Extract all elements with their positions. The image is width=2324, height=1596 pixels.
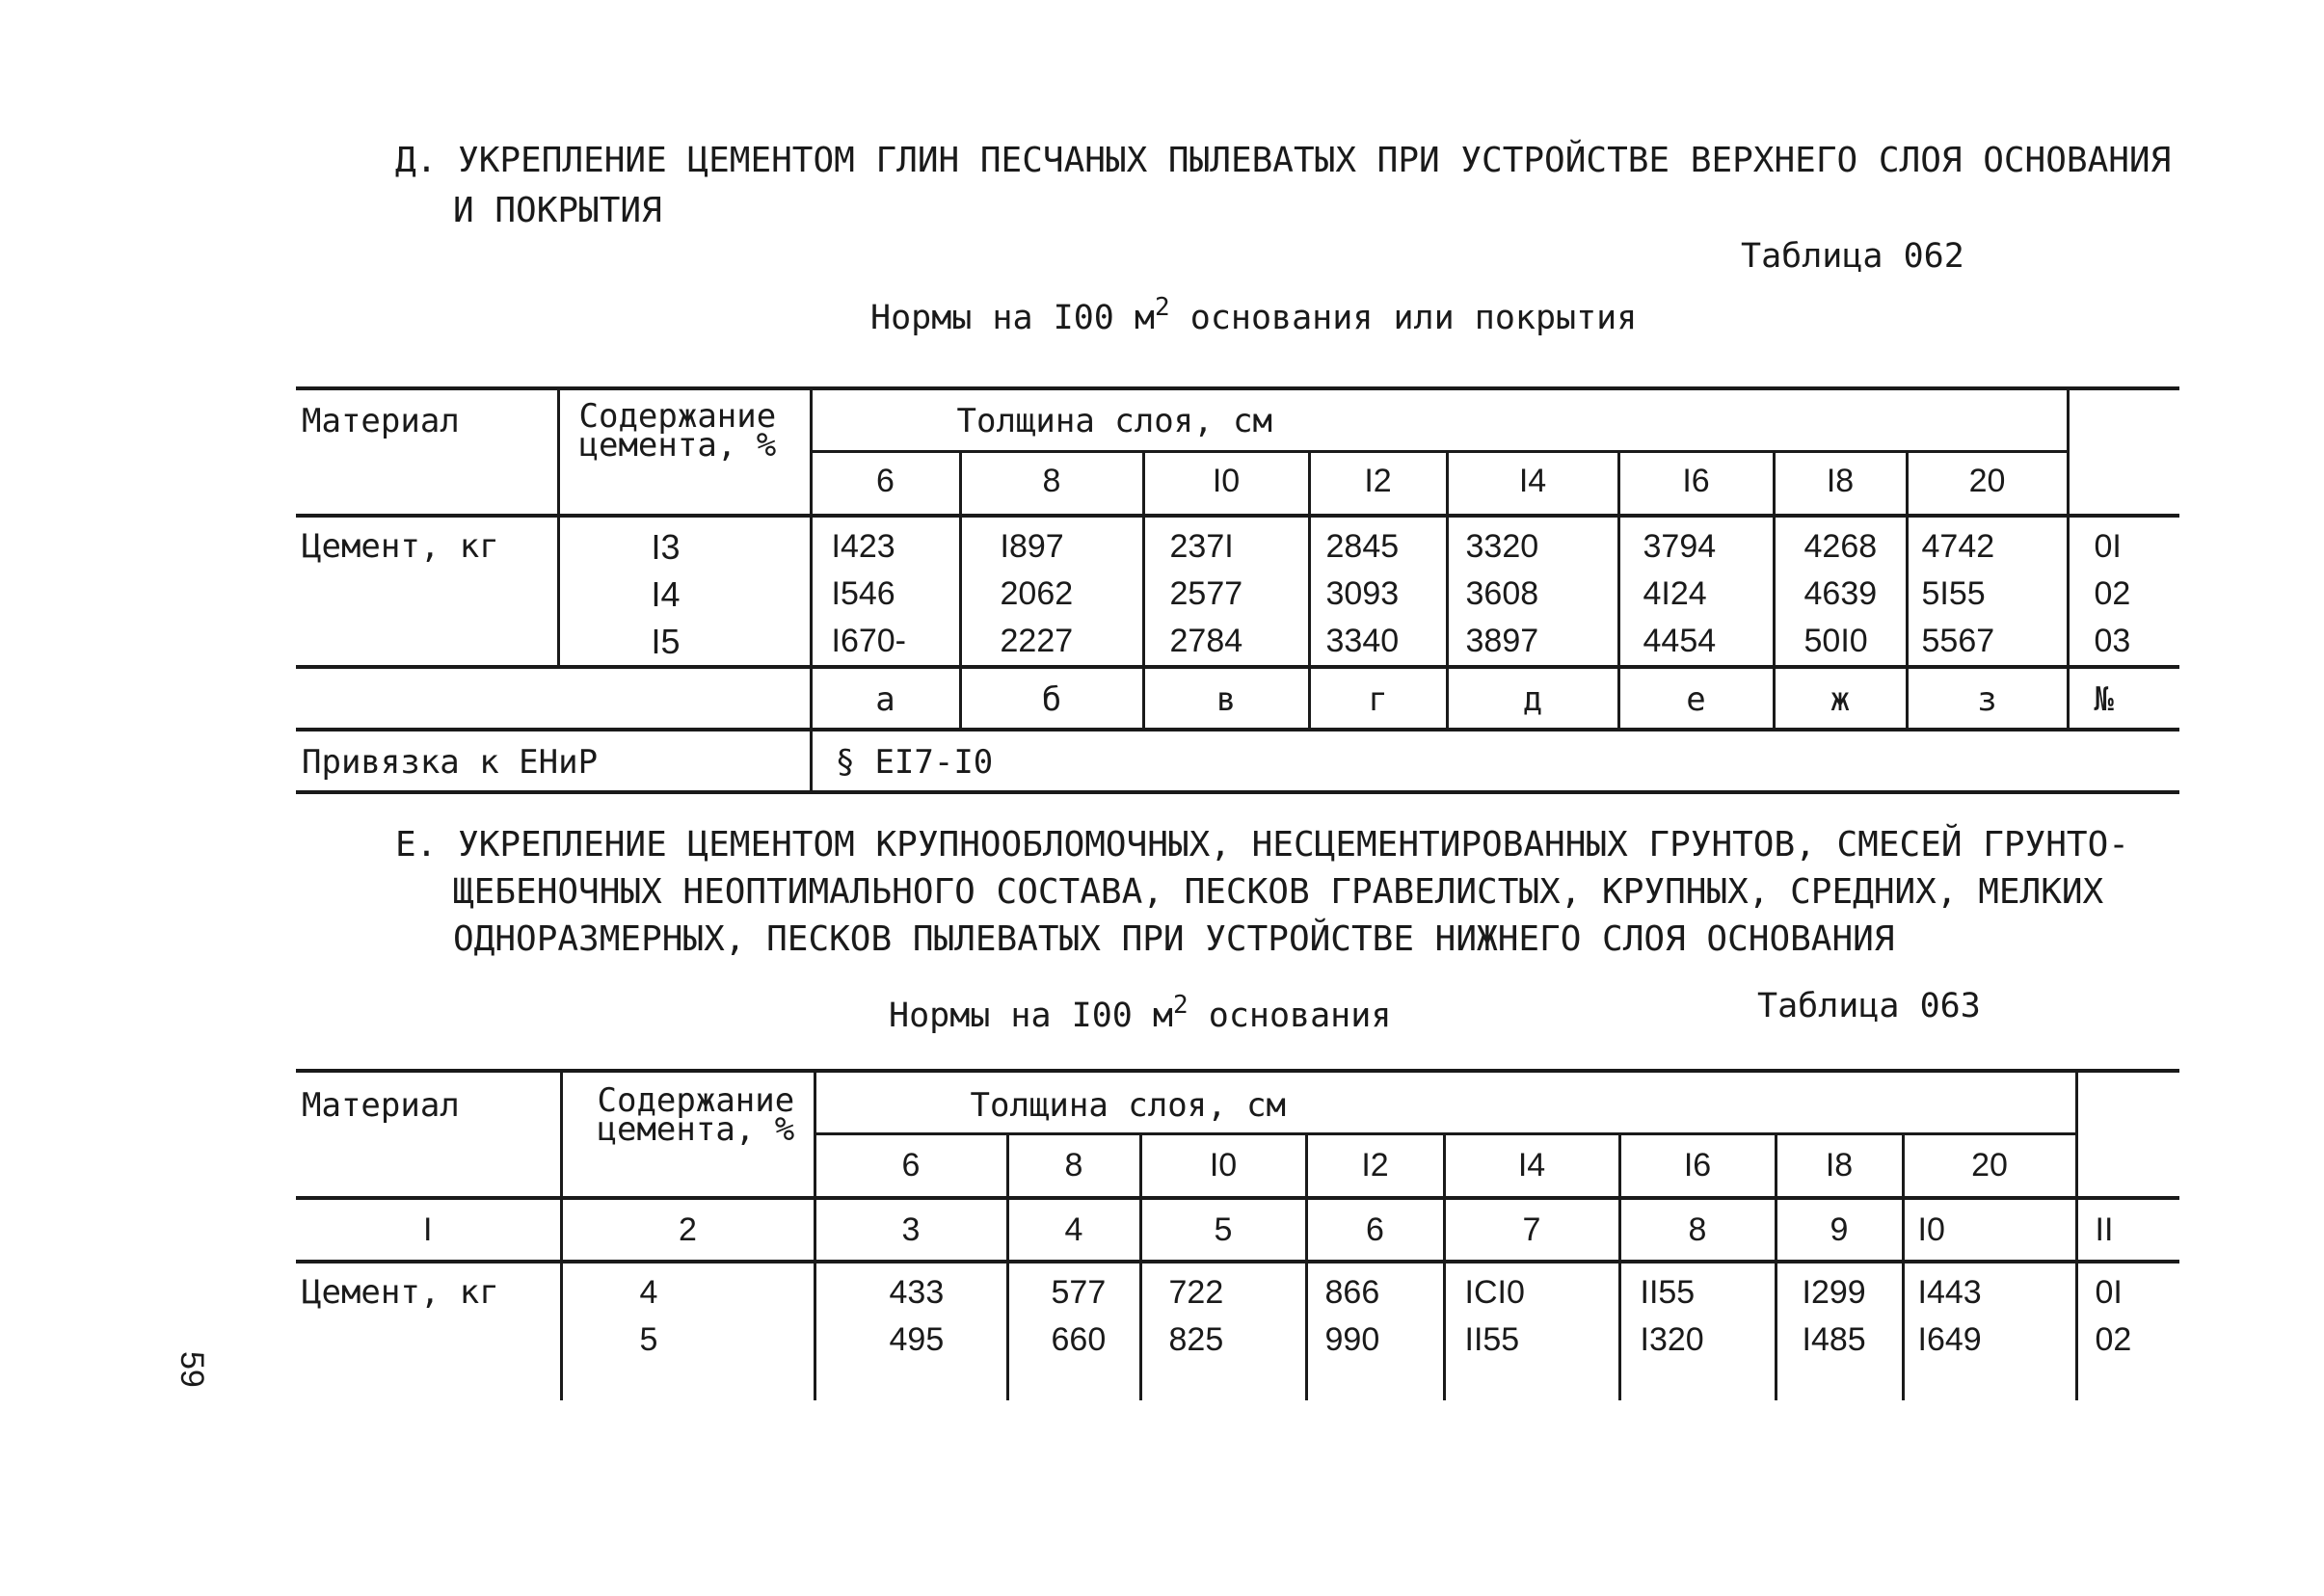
letter-z: з xyxy=(1907,667,2068,730)
content-value: I3 xyxy=(651,527,681,567)
cell-value: 4454 xyxy=(1643,623,1717,659)
cell-value: I670- xyxy=(831,623,906,659)
col-20-values xyxy=(1903,1262,2076,1400)
thickness-10: I0 xyxy=(1140,1133,1306,1198)
header-content-line2: цемента, % xyxy=(597,1110,795,1149)
binding-label: Привязка к ЕНиР xyxy=(296,730,811,792)
content-values xyxy=(558,516,811,667)
cell-value: 2845 xyxy=(1325,528,1400,565)
colnum-8: 8 xyxy=(1619,1198,1776,1262)
col-8-values xyxy=(1007,1262,1140,1400)
section-e-heading-line3: ОДНОРАЗМЕРНЫХ, ПЕСКОВ ПЫЛЕВАТЫХ ПРИ УСТРОЙСТВЕ НИЖНЕГО СЛОЯ ОСНОВАНИЯ xyxy=(453,919,1895,959)
thickness-12: I2 xyxy=(1309,451,1447,516)
col-6-values xyxy=(811,516,960,667)
material-cement: Цемент, кг xyxy=(302,1273,499,1312)
cell-value: 577 xyxy=(1051,1274,1107,1311)
colnum-2: 2 xyxy=(561,1198,815,1262)
col-12-values xyxy=(1309,516,1447,667)
cell-value: 3608 xyxy=(1465,575,1539,612)
table-063 xyxy=(296,1069,2179,1400)
letters-blank xyxy=(296,667,811,730)
cell-value: 433 xyxy=(889,1274,945,1311)
table-062-norms-title xyxy=(870,293,1638,337)
row-code: 03 xyxy=(2094,623,2131,659)
binding-value: § ЕI7-I0 xyxy=(811,730,2179,792)
page-number: 59 xyxy=(174,1351,210,1388)
content-value: I4 xyxy=(651,574,681,614)
header-cement-content xyxy=(561,1071,815,1198)
thickness-6: 6 xyxy=(815,1133,1007,1198)
header-content-line2: цемента, % xyxy=(578,426,777,465)
cell-value: 3320 xyxy=(1465,528,1539,565)
cell-value: I443 xyxy=(1917,1274,1982,1311)
col-8-values xyxy=(960,516,1143,667)
thickness-6: 6 xyxy=(811,451,960,516)
letter-zh: ж xyxy=(1774,667,1907,730)
col-18-values xyxy=(1774,516,1907,667)
material-cement: Цемент, кг xyxy=(296,516,558,667)
thickness-20: 20 xyxy=(1903,1133,2076,1198)
thickness-14: I4 xyxy=(1444,1133,1619,1198)
header-cement-content xyxy=(558,388,811,516)
thickness-14: I4 xyxy=(1447,451,1618,516)
cell-value: 3093 xyxy=(1325,575,1400,612)
cell-value: 722 xyxy=(1168,1274,1224,1311)
col-16-values xyxy=(1618,516,1774,667)
cell-value: ICI0 xyxy=(1464,1274,1525,1311)
col-18-values xyxy=(1776,1262,1903,1400)
cell-value: 990 xyxy=(1324,1321,1380,1358)
norms-suffix: основания или покрытия xyxy=(1169,299,1638,337)
thickness-18: I8 xyxy=(1774,451,1907,516)
content-value: 4 xyxy=(639,1274,658,1311)
cell-value: 4268 xyxy=(1803,528,1878,565)
colnum-5: 5 xyxy=(1140,1198,1306,1262)
content-value: 5 xyxy=(639,1321,658,1358)
cell-value: 495 xyxy=(889,1321,945,1358)
cell-value: I546 xyxy=(831,575,895,612)
col-12-values xyxy=(1306,1262,1444,1400)
content-value: I5 xyxy=(651,622,681,661)
cell-value: II55 xyxy=(1640,1274,1696,1311)
cell-value: 3897 xyxy=(1465,623,1539,659)
cell-value: 3794 xyxy=(1643,528,1717,565)
section-d-heading-line1: Д. УКРЕПЛЕНИЕ ЦЕМЕНТОМ ГЛИН ПЕСЧАНЫХ ПЫЛЕВАТЫХ ПРИ УСТРОЙСТВЕ ВЕРХНЕГО СЛОЯ ОСНОВАНИЯ xyxy=(395,141,2172,180)
colnum-10: I0 xyxy=(1903,1198,2076,1262)
cell-value: I649 xyxy=(1917,1321,1982,1358)
cell-value: 866 xyxy=(1324,1274,1380,1311)
letter-e: е xyxy=(1618,667,1774,730)
header-material: Материал xyxy=(296,1071,561,1198)
cell-value: 50I0 xyxy=(1803,623,1868,659)
colnum-3: 3 xyxy=(815,1198,1007,1262)
thickness-18: I8 xyxy=(1776,1133,1903,1198)
col-16-values xyxy=(1619,1262,1776,1400)
row-codes xyxy=(2076,1262,2179,1400)
colnum-7: 7 xyxy=(1444,1198,1619,1262)
norms-suffix: основания xyxy=(1188,997,1392,1035)
header-thickness: Толщина слоя, см xyxy=(811,388,2068,451)
thickness-16: I6 xyxy=(1619,1133,1776,1198)
cell-value: II55 xyxy=(1464,1321,1520,1358)
header-code-blank xyxy=(2076,1071,2179,1198)
thickness-16: I6 xyxy=(1618,451,1774,516)
cell-value: I897 xyxy=(1000,528,1064,565)
cell-value: 237I xyxy=(1169,528,1234,565)
table-062 xyxy=(296,386,2179,794)
cell-value: 660 xyxy=(1051,1321,1107,1358)
section-e-heading-line1: Е. УКРЕПЛЕНИЕ ЦЕМЕНТОМ КРУПНООБЛОМОЧНЫХ, НЕСЦЕМЕНТИРОВАННЫХ ГРУНТОВ, СМЕСЕЙ ГРУНТО- xyxy=(395,825,2129,864)
colnum-9: 9 xyxy=(1776,1198,1903,1262)
cell-value: 2577 xyxy=(1169,575,1243,612)
colnum-11: II xyxy=(2076,1198,2179,1262)
table-063-caption: Таблица 063 xyxy=(1757,987,1981,1025)
cell-value: 4742 xyxy=(1921,528,1995,565)
cell-value: 4I24 xyxy=(1643,575,1707,612)
thickness-12: I2 xyxy=(1306,1133,1444,1198)
letter-v: в xyxy=(1143,667,1309,730)
header-material: Материал xyxy=(296,388,558,516)
col-10-values xyxy=(1143,516,1309,667)
cell-value: I299 xyxy=(1802,1274,1866,1311)
table-062-caption: Таблица 062 xyxy=(1741,237,1964,276)
cell-value: 2784 xyxy=(1169,623,1243,659)
col-6-values xyxy=(815,1262,1007,1400)
row-code: 02 xyxy=(2095,1321,2132,1358)
row-code: 0I xyxy=(2094,528,2122,565)
cell-value: 5I55 xyxy=(1921,575,1986,612)
colnum-6: 6 xyxy=(1306,1198,1444,1262)
letter-d: д xyxy=(1447,667,1618,730)
row-code: 02 xyxy=(2094,575,2131,612)
col-14-values xyxy=(1447,516,1618,667)
col-20-values xyxy=(1907,516,2068,667)
header-content-line1: Содержание xyxy=(578,397,777,436)
cell-value: 2227 xyxy=(1000,623,1074,659)
cell-value: 5567 xyxy=(1921,623,1995,659)
cell-value: 3340 xyxy=(1325,623,1400,659)
col-10-values xyxy=(1140,1262,1306,1400)
thickness-8: 8 xyxy=(1007,1133,1140,1198)
section-e-heading-line2: ЩЕБЕНОЧНЫХ НЕОПТИМАЛЬНОГО СОСТАВА, ПЕСКОВ ГРАВЕЛИСТЫХ, КРУПНЫХ, СРЕДНИХ, МЕЛКИХ xyxy=(453,872,2104,912)
norms-superscript: 2 xyxy=(1155,293,1170,322)
norms-superscript: 2 xyxy=(1173,991,1189,1020)
number-sign: № xyxy=(2068,667,2179,730)
letter-g: г xyxy=(1309,667,1447,730)
letter-a: а xyxy=(811,667,960,730)
header-thickness: Толщина слоя, см xyxy=(815,1071,2076,1133)
thickness-20: 20 xyxy=(1907,451,2068,516)
cell-value: I423 xyxy=(831,528,895,565)
cell-value: 825 xyxy=(1168,1321,1224,1358)
thickness-8: 8 xyxy=(960,451,1143,516)
cell-value: 2062 xyxy=(1000,575,1074,612)
row-code: 0I xyxy=(2095,1274,2123,1311)
cell-value: 4639 xyxy=(1803,575,1878,612)
content-values xyxy=(561,1262,815,1400)
cell-value: I485 xyxy=(1802,1321,1866,1358)
header-content-line1: Содержание xyxy=(597,1081,795,1120)
colnum-1: I xyxy=(296,1198,561,1262)
colnum-4: 4 xyxy=(1007,1198,1140,1262)
header-code-blank xyxy=(2068,388,2179,516)
letter-b: б xyxy=(960,667,1143,730)
norms-prefix: Нормы на I00 м xyxy=(870,299,1156,337)
thickness-10: I0 xyxy=(1143,451,1309,516)
cell-value: I320 xyxy=(1640,1321,1704,1358)
section-d-heading-line2: И ПОКРЫТИЯ xyxy=(453,191,662,230)
norms-prefix: Нормы на I00 м xyxy=(889,997,1174,1035)
row-codes xyxy=(2068,516,2179,667)
col-14-values xyxy=(1444,1262,1619,1400)
table-063-norms-title xyxy=(889,991,1392,1035)
